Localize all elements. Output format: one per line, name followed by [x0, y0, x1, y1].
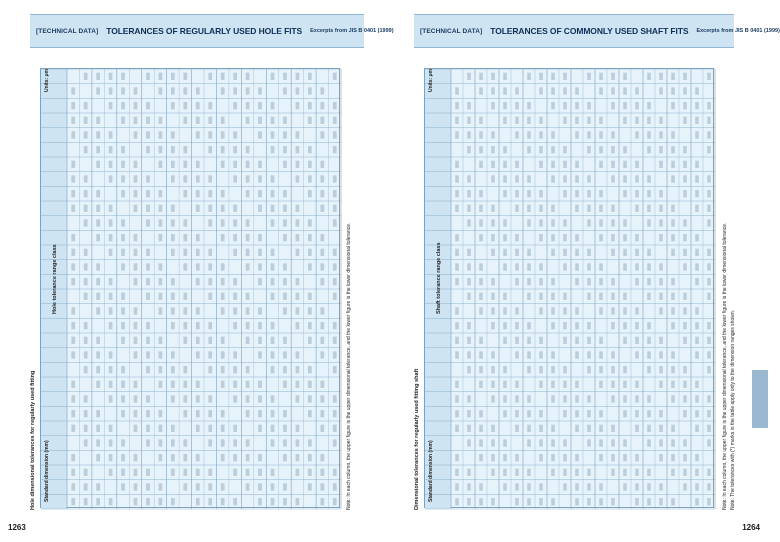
- left-header-tag: [TECHNICAL DATA]: [36, 27, 99, 35]
- right-page: [384, 0, 780, 542]
- left-table-area: [30, 64, 356, 516]
- right-header-subtitle: Excerpts from JIS B 0401 (1999): [696, 28, 780, 34]
- left-class-heading: Hole tolerance range class: [52, 244, 58, 314]
- right-tolerance-table: [424, 68, 714, 508]
- right-page-number: 1264: [742, 523, 760, 532]
- right-units: Units: μm: [428, 68, 434, 92]
- right-table-grid: [425, 69, 715, 509]
- right-class-heading: Shaft tolerance range class: [436, 242, 442, 314]
- left-header-subtitle: Excerpts from JIS B 0401 (1999): [310, 28, 394, 34]
- left-table-note: Note: In each column, the upper figure is the upper dimensional tolerance, and the lower figure is the lower dimensional tolerance.: [346, 222, 352, 510]
- left-table-grid: [41, 69, 341, 509]
- left-page-number: 1263: [8, 523, 26, 532]
- left-header-title: TOLERANCES OF REGULARLY USED HOLE FITS: [106, 26, 303, 36]
- right-table-note: Note: In each column, the upper figure is the upper dimensional tolerance, and the lower figure is the lower dimensional tolerance.: [722, 222, 728, 510]
- right-table-caption: Dimensional tolerances for regularly used fitting shaft: [414, 368, 420, 510]
- left-first-col-heading: Standard dimension (mm): [44, 440, 50, 502]
- right-first-col-heading: Standard dimension (mm): [428, 440, 434, 502]
- section-tab-marker: [752, 370, 768, 428]
- left-table-caption: Hole dimensional tolerances for regularly used fitting: [30, 370, 36, 510]
- right-table-note-2: Note: The tolerances with (*) marks in the table apply only to the dimension ranges shown.: [730, 309, 736, 510]
- left-units: Units: μm: [44, 68, 50, 92]
- left-tolerance-table: [40, 68, 340, 508]
- right-table-area: [414, 64, 740, 516]
- right-header-tag: [TECHNICAL DATA]: [420, 27, 483, 35]
- right-header-band: [414, 14, 780, 48]
- right-header-title: TOLERANCES OF COMMONLY USED SHAFT FITS: [490, 26, 689, 36]
- left-header-band: [30, 14, 394, 48]
